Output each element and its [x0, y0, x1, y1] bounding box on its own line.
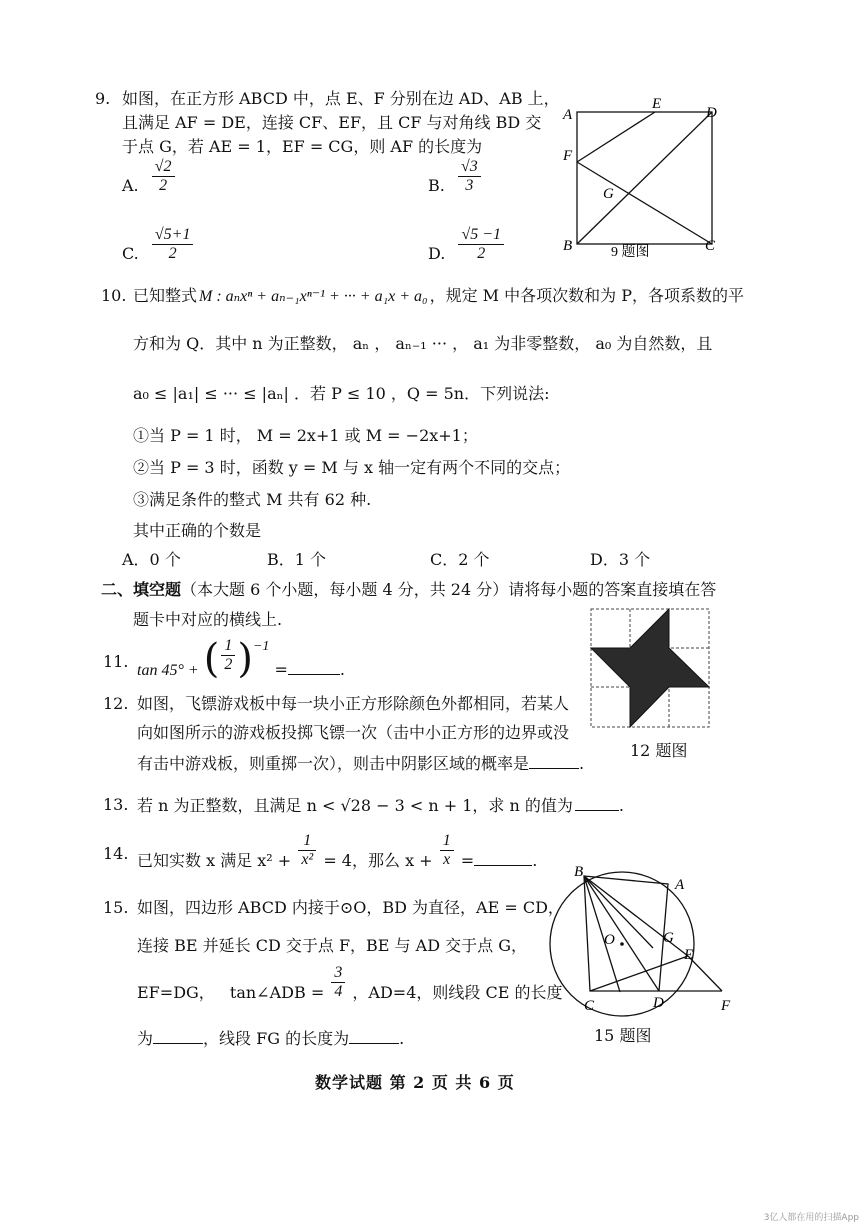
q15-line3: EF=DG， tan∠ADB = $\frac{3}{4}$ ，AD=4，则线段 CE 的长度 [137, 964, 563, 1002]
q10-option-d: D．3 个 [590, 550, 651, 569]
q10-statement-2: ②当 P = 3 时，函数 y = M 与 x 轴一定有两个不同的交点； [133, 458, 571, 477]
q15-answer-blank-fg[interactable] [349, 1027, 399, 1044]
q12-line1: 如图，飞镖游戏板中每一块小正方形除颜色外都相同，若某人 [137, 694, 570, 713]
q12-figure [588, 606, 713, 731]
q9-label-a: A [563, 107, 573, 123]
q11-expression: tan 45° + ( $\frac{1}{2}$ )$^{-1}$ = . [137, 636, 345, 682]
q9-label-f: F [563, 148, 573, 164]
q9-label-d: D [706, 105, 717, 121]
q10-line2: 方和为 Q．其中 n 为正整数， aₙ ， aₙ₋₁ ··· ， a₁ 为非零整数， a₀ 为自然数，且 [133, 334, 713, 353]
q9-option-b: B. $\frac{√3}{3}$ [428, 158, 483, 195]
q9-line2: 且满足 AF = DE，连接 CF、EF，且 CF 与对角线 BD 交 [122, 113, 542, 132]
q9-option-a: A. $\frac{√2}{2}$ [122, 158, 177, 195]
q15-line2: 连接 BE 并延长 CD 交于点 F，BE 与 AD 交于点 G， [137, 936, 527, 955]
q10-option-b: B．1 个 [267, 550, 327, 569]
q9-label-e: E [652, 96, 662, 112]
q10-prompt: 其中正确的个数是 [133, 521, 262, 540]
q15-figure [545, 860, 745, 1020]
q9-line3: 于点 G，若 AE = 1，EF = CG，则 AF 的长度为 [122, 137, 483, 156]
q9-label-g: G [603, 186, 614, 202]
q15-line4: 为 ，线段 FG 的长度为 . [137, 1029, 405, 1048]
page-footer: 数学试题 第 2 页 共 6 页 [315, 1073, 515, 1092]
q10-line1: 已知整式 M : aₙxⁿ + aₙ₋₁xⁿ⁻¹ + ··· + a₁x + a₀ ，规定 M 中各项次数和为 P，各项系数的平 [133, 286, 745, 305]
q10-statement-3: ③满足条件的整式 M 共有 62 种. [133, 490, 372, 509]
q14-answer-blank[interactable] [474, 849, 532, 866]
q9-option-d: D. $\frac{√5 -1}{2}$ [428, 226, 506, 263]
q12-line3: 有击中游戏板，则重掷一次），则击中阴影区域的概率是 . [137, 754, 585, 773]
q9-figure [555, 92, 735, 264]
q15-label-a: A [675, 877, 685, 893]
q15-label-o: O [604, 932, 615, 948]
q15-label-f: F [721, 998, 731, 1014]
q12-shaded-region [591, 609, 709, 727]
q12-line2: 向如图所示的游戏板投掷飞镖一次（击中小正方形的边界或没 [137, 723, 570, 742]
q11-number: 11. [103, 652, 129, 671]
q15-number: 15. [103, 898, 129, 917]
scanner-watermark: 3亿人都在用的扫描App [763, 1213, 859, 1223]
q12-answer-blank[interactable] [529, 752, 579, 769]
q10-option-c: C．2 个 [430, 550, 490, 569]
q10-number: 10. [101, 286, 127, 305]
q9-label-b: B [563, 238, 573, 254]
q15-label-b: B [574, 864, 584, 880]
q9-line1: 如图，在正方形 ABCD 中，点 E、F 分别在边 AD、AB 上， [122, 89, 560, 108]
section-2-line2: 题卡中对应的横线上. [133, 610, 283, 629]
q9-number: 9. [95, 89, 111, 108]
q10-line3: a₀ ≤ |a₁| ≤ ··· ≤ |aₙ| ．若 P ≤ 10 ，Q = 5n．下列说法: [133, 384, 550, 403]
q13-answer-blank[interactable] [575, 794, 619, 811]
q15-answer-blank-ce[interactable] [153, 1027, 203, 1044]
q15-caption: 15 题图 [594, 1026, 652, 1045]
q13-number: 13. [103, 795, 129, 814]
q9-caption: 9 题图 [611, 245, 650, 260]
q9-option-c: C. $\frac{√5+1}{2}$ [122, 226, 195, 263]
q15-label-c: C [584, 998, 595, 1014]
q15-label-e: E [684, 947, 694, 963]
q9-label-c: C [705, 238, 716, 254]
q15-line1: 如图，四边形 ABCD 内接于⊙O，BD 为直径，AE = CD， [137, 898, 564, 917]
q14-text: 已知实数 x 满足 x² + $\frac{1}{\text{x²}}$ = 4，那么 x + $\frac{1}{x}$ = . [137, 832, 538, 870]
q15-label-g: G [663, 930, 674, 946]
q10-statement-1: ①当 P = 1 时， M = 2x+1 或 M = −2x+1； [133, 426, 478, 445]
q12-number: 12. [103, 694, 129, 713]
q14-number: 14. [103, 844, 129, 863]
section-2-header: 二、填空题（本大题 6 个小题，每小题 4 分，共 24 分）请将每小题的答案直接填在答 [101, 580, 717, 599]
q12-caption: 12 题图 [630, 741, 688, 760]
q10-option-a: A．0 个 [122, 550, 181, 569]
q13-text: 若 n 为正整数，且满足 n < √28 − 3 < n + 1，求 n 的值为 . [137, 796, 624, 815]
q11-answer-blank[interactable] [288, 658, 340, 675]
q15-label-d: D [653, 995, 664, 1011]
